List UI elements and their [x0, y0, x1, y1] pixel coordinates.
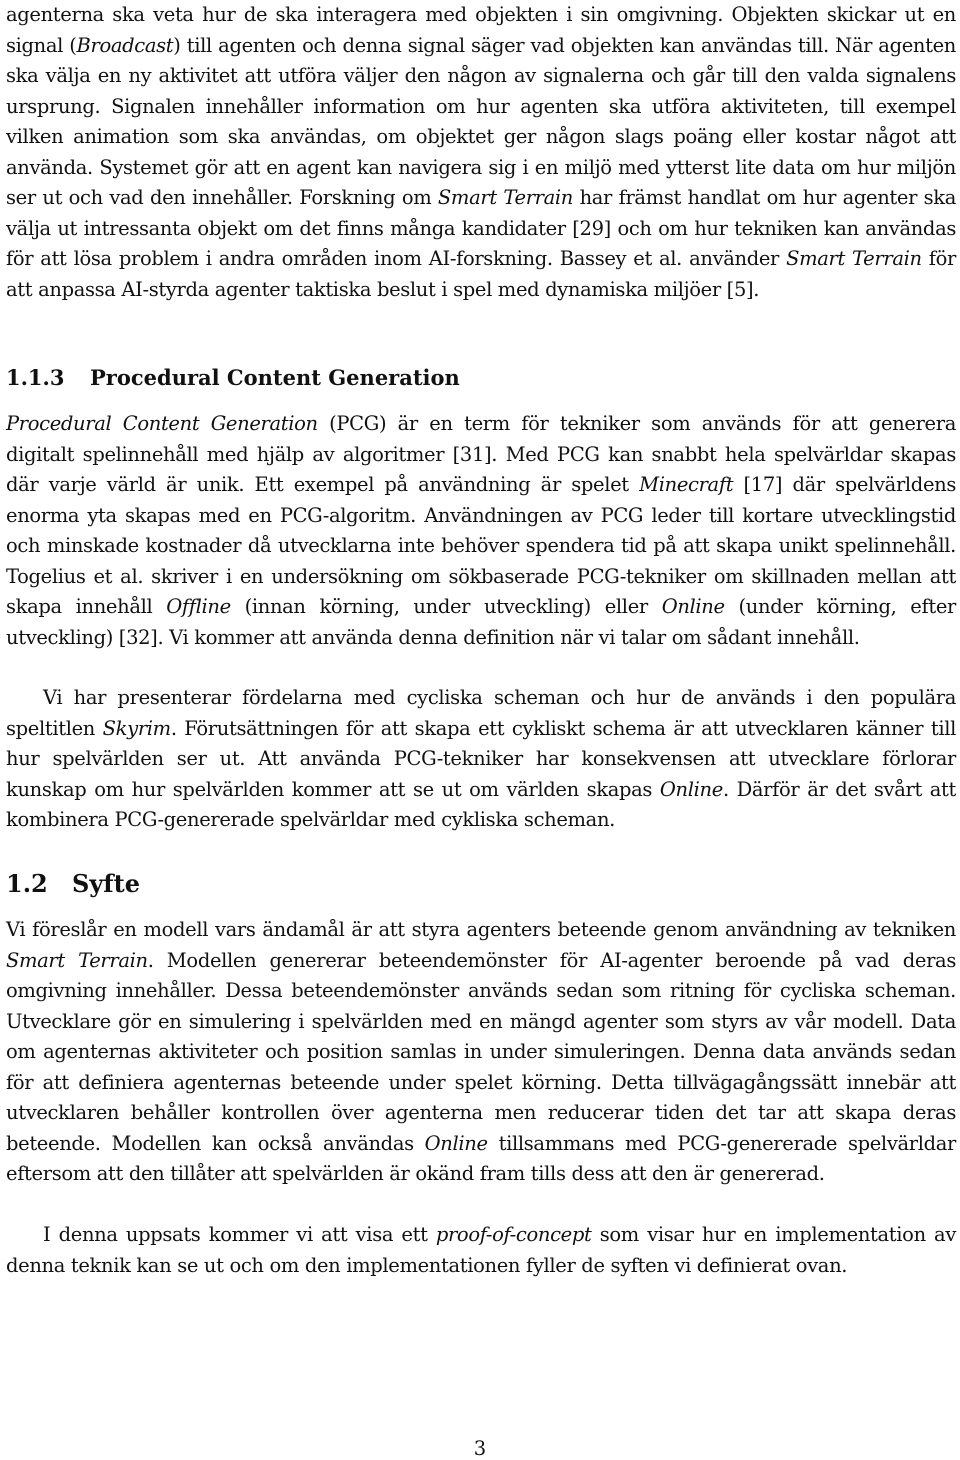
text-run: (PCG) är en term för tekniker som används för att generera digitalt spelinnehåll med hjälp av algoritmer [31]. Med PCG kan snabbt hela spelvärldar skapas där varje värld är unik. Ett exempel på användning är spelet — [6, 412, 956, 496]
section-title: Procedural Content Generation — [90, 365, 460, 390]
section-title: Syfte — [72, 869, 140, 898]
text-run: Vi föreslår en modell vars ändamål är att styra agenters beteende genom användning av tekniken — [6, 918, 956, 941]
text-run: ) till agenten och denna signal säger vad objekten kan användas till. När agenten ska välja en ny aktivitet att utföra väljer den någon av signalerna och går till den valda signalens ursprung. Signalen innehåller information om hur agenten ska utföra aktiviteten, till exempel vilken animation som ska användas, om objektet ger någon slags poäng eller kostar något att använda. Systemet gör att en agent kan navigera sig i en miljö med ytterst lite data om hur miljön ser ut och vad den innehåller. Forskning om — [6, 33, 956, 209]
paragraph-syfte-model — [6, 915, 956, 1190]
italic-term: Smart Terrain — [786, 247, 922, 270]
text-run: I denna uppsats kommer vi att visa ett — [43, 1223, 436, 1246]
text-run: [17] där spelvärldens enorma yta skapas med en PCG-algoritm. Användningen av PCG leder till kortare utvecklingstid och minskade kostnader då utvecklarna inte behöver spendera tid på att skapa unikt spelinnehåll. Togelius et al. skriver i en undersökning om sökbaserade PCG-tekniker om skillnaden mellan att skapa innehåll — [6, 473, 956, 618]
text-run: Vi har presenterar fördelarna med cycliska scheman och hur de används i den populära speltitlen — [6, 686, 956, 740]
text-run: (under körning, efter utveckling) [32]. Vi kommer att använda denna definition när vi talar om sådant innehåll. — [6, 595, 956, 649]
italic-term: proof-of-concept — [435, 1223, 592, 1246]
text-run: . Modellen genererar beteendemönster för AI-agenter beroende på vad deras omgivning innehåller. Dessa beteendemönster används sedan som ritning för cycliska scheman. Utvecklare gör en simulering i spelvärlden med en mängd agenter som styrs av vår modell. Data om agenternas aktiviteter och position samlas in under simuleringen. Denna data används sedan för att definiera agenternas beteende under spelet körning. Detta tillvägagångssätt innebär att utvecklaren behåller kontrollen över agenterna men reducerar tiden det tar att skapa deras beteende. Modellen kan också användas — [6, 948, 956, 1155]
paragraph-pcg-cyclic-schedules — [6, 683, 956, 836]
paragraph-smart-terrain-intro — [6, 0, 956, 305]
text-run: har främst handlat om hur agenter ska välja ut intressanta objekt om det finns många kandidater [29] och om hur tekniken kan användas för att lösa problem i andra områden inom AI-forskning. Bassey et al. använder — [6, 186, 957, 270]
section-heading-syfte — [6, 867, 140, 901]
italic-term: Online — [659, 777, 723, 801]
text-run: agenterna ska veta hur de ska interagera med objekten i sin omgivning. Objekten skickar ut en signal ( — [6, 3, 956, 57]
italic-term: Smart Terrain — [6, 948, 148, 972]
section-heading-procedural-content-generation — [6, 363, 460, 393]
text-run: . Därför är det svårt att kombinera PCG-genererade spelvärldar med cykliska scheman. — [6, 777, 956, 831]
italic-term: Online — [661, 595, 725, 618]
italic-term: Smart Terrain — [437, 186, 574, 209]
section-number: 1.2 — [6, 869, 48, 898]
paragraph-pcg-definition — [6, 409, 956, 653]
italic-term: Online — [424, 1131, 488, 1155]
section-number: 1.1.3 — [6, 365, 65, 390]
italic-term: Procedural Content Generation — [6, 412, 318, 435]
paragraph-syfte-proof-of-concept — [6, 1220, 956, 1281]
italic-term: Broadcast — [76, 33, 174, 57]
italic-term: Minecraft — [639, 473, 734, 496]
page-number: 3 — [473, 1437, 487, 1460]
italic-term: Offline — [166, 595, 231, 618]
text-run: som visar hur en implementation av denna teknik kan se ut och om den implementationen fyller de syften vi definierat ovan. — [6, 1223, 956, 1277]
text-run: tillsammans med PCG-genererade spelvärldar eftersom att den tillåter att spelvärlden är okänd fram tills dess att den är genererad. — [6, 1131, 957, 1185]
italic-term: Skyrim — [102, 716, 171, 740]
text-run: (innan körning, under utveckling) eller — [230, 595, 662, 618]
text-run: för att anpassa AI-styrda agenter taktiska beslut i spel med dynamiska miljöer [5]. — [6, 247, 956, 301]
text-run: . Förutsättningen för att skapa ett cykliskt schema är att utvecklaren känner till hur spelvärlden ser ut. Att använda PCG-tekniker har konsekvensen att utvecklare förlorar kunskap om hur spelvärlden kommer att se ut om världen skapas — [6, 716, 957, 801]
